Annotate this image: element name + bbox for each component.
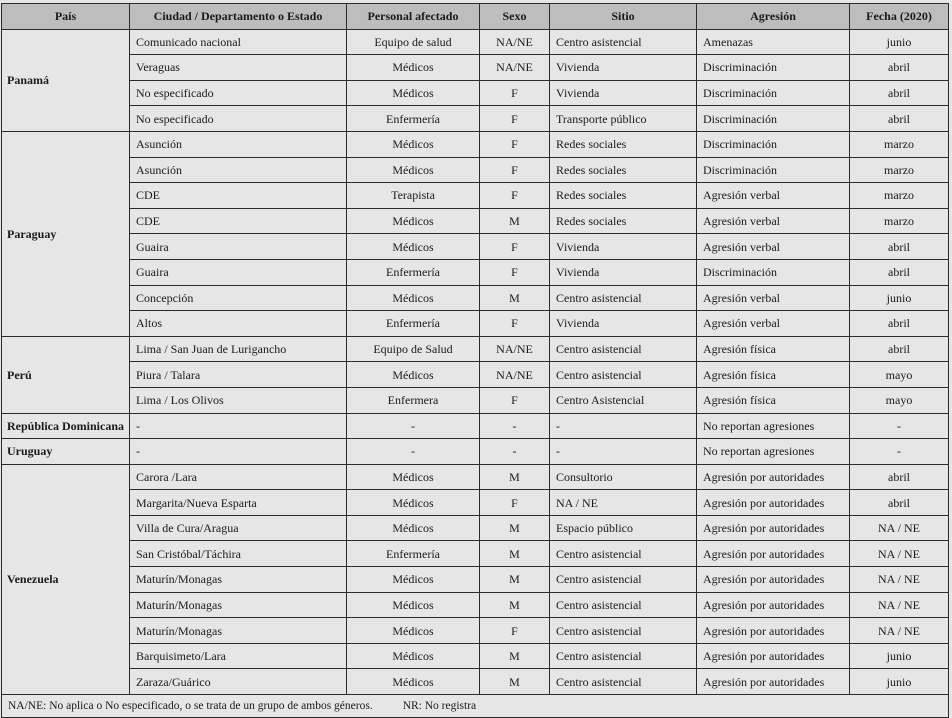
table-row [2, 234, 949, 260]
aggression-cell: Agresión verbal [697, 234, 850, 260]
sex-cell: F [480, 157, 550, 183]
site-cell: Centro asistencial [550, 669, 697, 695]
date-cell: marzo [850, 157, 949, 183]
date-cell: abril [850, 106, 949, 132]
city-cell: Maturín/Monagas [130, 618, 347, 644]
table-row [2, 618, 949, 644]
city-cell: Guaira [130, 234, 347, 260]
date-cell: mayo [850, 362, 949, 388]
table-row [2, 106, 949, 132]
city-cell: Carora /Lara [130, 464, 347, 490]
city-cell: - [130, 439, 347, 465]
sex-cell: F [480, 183, 550, 209]
aggression-cell: Agresión por autoridades [697, 464, 850, 490]
aggression-cell: Agresión verbal [697, 311, 850, 337]
site-cell: Redes sociales [550, 208, 697, 234]
table-row [2, 515, 949, 541]
aggression-cell: No reportan agresiones [697, 413, 850, 439]
sex-cell: - [480, 413, 550, 439]
sex-cell: F [480, 311, 550, 337]
column-header: Fecha (2020) [850, 4, 949, 30]
date-cell: junio [850, 29, 949, 55]
city-cell: Piura / Talara [130, 362, 347, 388]
table-row [2, 567, 949, 593]
staff-cell: Médicos [347, 592, 480, 618]
city-cell: Altos [130, 311, 347, 337]
city-cell: Barquisimeto/Lara [130, 643, 347, 669]
staff-cell: Equipo de Salud [347, 336, 480, 362]
table-row [2, 669, 949, 695]
site-cell: Centro asistencial [550, 592, 697, 618]
table-row [2, 643, 949, 669]
country-cell: Venezuela [2, 464, 130, 694]
country-cell: Panamá [2, 29, 130, 131]
sex-cell: M [480, 669, 550, 695]
site-cell: Centro asistencial [550, 285, 697, 311]
date-cell: abril [850, 259, 949, 285]
date-cell: junio [850, 669, 949, 695]
aggression-cell: Agresión física [697, 336, 850, 362]
date-cell: - [850, 439, 949, 465]
city-cell: Comunicado nacional [130, 29, 347, 55]
staff-cell: Médicos [347, 464, 480, 490]
table-row [2, 490, 949, 516]
date-cell: abril [850, 464, 949, 490]
aggression-cell: Agresión por autoridades [697, 643, 850, 669]
aggression-cell: Discriminación [697, 157, 850, 183]
table-row [2, 387, 949, 413]
aggression-cell: Agresión física [697, 362, 850, 388]
footnote-na-ne: NA/NE: No aplica o No especificado, o se trata de un grupo de ambos géneros. [8, 700, 373, 713]
staff-cell: Médicos [347, 567, 480, 593]
city-cell: CDE [130, 208, 347, 234]
staff-cell: Médicos [347, 618, 480, 644]
table-row [2, 55, 949, 81]
date-cell: NA / NE [850, 515, 949, 541]
staff-cell: Médicos [347, 208, 480, 234]
sex-cell: M [480, 208, 550, 234]
staff-cell: - [347, 439, 480, 465]
table-row [2, 29, 949, 55]
city-cell: Concepción [130, 285, 347, 311]
city-cell: San Cristóbal/Táchira [130, 541, 347, 567]
staff-cell: Médicos [347, 55, 480, 81]
aggression-cell: Discriminación [697, 259, 850, 285]
city-cell: No especificado [130, 80, 347, 106]
site-cell: Vivienda [550, 259, 697, 285]
sex-cell: F [480, 387, 550, 413]
staff-cell: Enfermería [347, 106, 480, 132]
aggression-cell: Agresión por autoridades [697, 592, 850, 618]
table-row [2, 311, 949, 337]
city-cell: Lima / San Juan de Lurigancho [130, 336, 347, 362]
staff-cell: Equipo de salud [347, 29, 480, 55]
sex-cell: M [480, 643, 550, 669]
city-cell: Maturín/Monagas [130, 567, 347, 593]
aggression-cell: Agresión por autoridades [697, 567, 850, 593]
column-header: Personal afectado [347, 4, 480, 30]
site-cell: Centro asistencial [550, 643, 697, 669]
site-cell: Espacio público [550, 515, 697, 541]
aggression-cell: Agresión por autoridades [697, 618, 850, 644]
column-header: Ciudad / Departamento o Estado [130, 4, 347, 30]
city-cell: CDE [130, 183, 347, 209]
staff-cell: Médicos [347, 362, 480, 388]
site-cell: Vivienda [550, 234, 697, 260]
site-cell: Consultorio [550, 464, 697, 490]
table-row [2, 336, 949, 362]
sex-cell: NA/NE [480, 336, 550, 362]
sex-cell: F [480, 234, 550, 260]
city-cell: Zaraza/Guárico [130, 669, 347, 695]
city-cell: Asunción [130, 131, 347, 157]
site-cell: Centro asistencial [550, 567, 697, 593]
table-row [2, 541, 949, 567]
staff-cell: Médicos [347, 285, 480, 311]
sex-cell: M [480, 464, 550, 490]
site-cell: Centro asistencial [550, 362, 697, 388]
aggression-cell: Discriminación [697, 55, 850, 81]
staff-cell: Enfermera [347, 387, 480, 413]
header-row [2, 4, 949, 30]
site-cell: Vivienda [550, 80, 697, 106]
sex-cell: NA/NE [480, 29, 550, 55]
sex-cell: F [480, 131, 550, 157]
table-row [2, 413, 949, 439]
site-cell: Redes sociales [550, 131, 697, 157]
table-row [2, 464, 949, 490]
aggression-cell: Agresión verbal [697, 183, 850, 209]
date-cell: abril [850, 490, 949, 516]
sex-cell: NA/NE [480, 362, 550, 388]
city-cell: Villa de Cura/Aragua [130, 515, 347, 541]
site-cell: Transporte público [550, 106, 697, 132]
date-cell: abril [850, 336, 949, 362]
site-cell: Vivienda [550, 55, 697, 81]
date-cell: abril [850, 80, 949, 106]
city-cell: Maturín/Monagas [130, 592, 347, 618]
aggression-cell: Agresión por autoridades [697, 490, 850, 516]
date-cell: abril [850, 55, 949, 81]
staff-cell: Médicos [347, 643, 480, 669]
staff-cell: Médicos [347, 157, 480, 183]
staff-cell: Médicos [347, 131, 480, 157]
date-cell: abril [850, 311, 949, 337]
table-row [2, 208, 949, 234]
date-cell: abril [850, 234, 949, 260]
city-cell: - [130, 413, 347, 439]
date-cell: junio [850, 643, 949, 669]
staff-cell: Médicos [347, 490, 480, 516]
table-row [2, 259, 949, 285]
table-row [2, 285, 949, 311]
aggression-cell: Agresión por autoridades [697, 515, 850, 541]
aggressions-table [1, 3, 949, 718]
site-cell: - [550, 439, 697, 465]
aggression-cell: Amenazas [697, 29, 850, 55]
country-cell: Perú [2, 336, 130, 413]
aggression-cell: No reportan agresiones [697, 439, 850, 465]
aggression-cell: Discriminación [697, 131, 850, 157]
site-cell: Redes sociales [550, 183, 697, 209]
date-cell: marzo [850, 183, 949, 209]
table-row [2, 183, 949, 209]
table-row [2, 131, 949, 157]
date-cell: - [850, 413, 949, 439]
country-cell: República Dominicana [2, 413, 130, 439]
aggression-cell: Agresión verbal [697, 208, 850, 234]
city-cell: Asunción [130, 157, 347, 183]
staff-cell: Enfermería [347, 259, 480, 285]
column-header: Sitio [550, 4, 697, 30]
staff-cell: Enfermería [347, 541, 480, 567]
date-cell: marzo [850, 208, 949, 234]
date-cell: mayo [850, 387, 949, 413]
footnote [2, 695, 949, 718]
sex-cell: M [480, 285, 550, 311]
city-cell: Guaira [130, 259, 347, 285]
footnote-row [2, 695, 949, 718]
date-cell: marzo [850, 131, 949, 157]
country-cell: Paraguay [2, 131, 130, 336]
staff-cell: Médicos [347, 669, 480, 695]
sex-cell: M [480, 541, 550, 567]
table-body [2, 29, 949, 694]
date-cell: junio [850, 285, 949, 311]
sex-cell: F [480, 106, 550, 132]
site-cell: Centro asistencial [550, 336, 697, 362]
site-cell: Centro Asistencial [550, 387, 697, 413]
sex-cell: NA/NE [480, 55, 550, 81]
aggression-cell: Agresión por autoridades [697, 541, 850, 567]
site-cell: Centro asistencial [550, 618, 697, 644]
site-cell: Centro asistencial [550, 541, 697, 567]
staff-cell: - [347, 413, 480, 439]
date-cell: NA / NE [850, 618, 949, 644]
city-cell: Margarita/Nueva Esparta [130, 490, 347, 516]
sex-cell: - [480, 439, 550, 465]
site-cell: Vivienda [550, 311, 697, 337]
column-header: Sexo [480, 4, 550, 30]
table-row [2, 80, 949, 106]
sex-cell: F [480, 80, 550, 106]
date-cell: NA / NE [850, 567, 949, 593]
column-header: Agresión [697, 4, 850, 30]
date-cell: NA / NE [850, 592, 949, 618]
aggression-cell: Agresión por autoridades [697, 669, 850, 695]
sex-cell: F [480, 490, 550, 516]
table-row [2, 439, 949, 465]
sex-cell: M [480, 567, 550, 593]
aggression-cell: Agresión física [697, 387, 850, 413]
staff-cell: Médicos [347, 234, 480, 260]
column-header: País [2, 4, 130, 30]
aggression-cell: Discriminación [697, 106, 850, 132]
country-cell: Uruguay [2, 439, 130, 465]
city-cell: Veraguas [130, 55, 347, 81]
sex-cell: M [480, 515, 550, 541]
site-cell: - [550, 413, 697, 439]
footnote-nr: NR: No registra [402, 700, 477, 713]
table-row [2, 592, 949, 618]
table-row [2, 362, 949, 388]
sex-cell: M [480, 592, 550, 618]
sex-cell: F [480, 259, 550, 285]
staff-cell: Enfermería [347, 311, 480, 337]
site-cell: NA / NE [550, 490, 697, 516]
date-cell: NA / NE [850, 541, 949, 567]
staff-cell: Terapista [347, 183, 480, 209]
sex-cell: F [480, 618, 550, 644]
aggression-cell: Discriminación [697, 80, 850, 106]
aggression-cell: Agresión verbal [697, 285, 850, 311]
staff-cell: Médicos [347, 515, 480, 541]
city-cell: No especificado [130, 106, 347, 132]
staff-cell: Médicos [347, 80, 480, 106]
city-cell: Lima / Los Olivos [130, 387, 347, 413]
site-cell: Centro asistencial [550, 29, 697, 55]
site-cell: Redes sociales [550, 157, 697, 183]
table-row [2, 157, 949, 183]
